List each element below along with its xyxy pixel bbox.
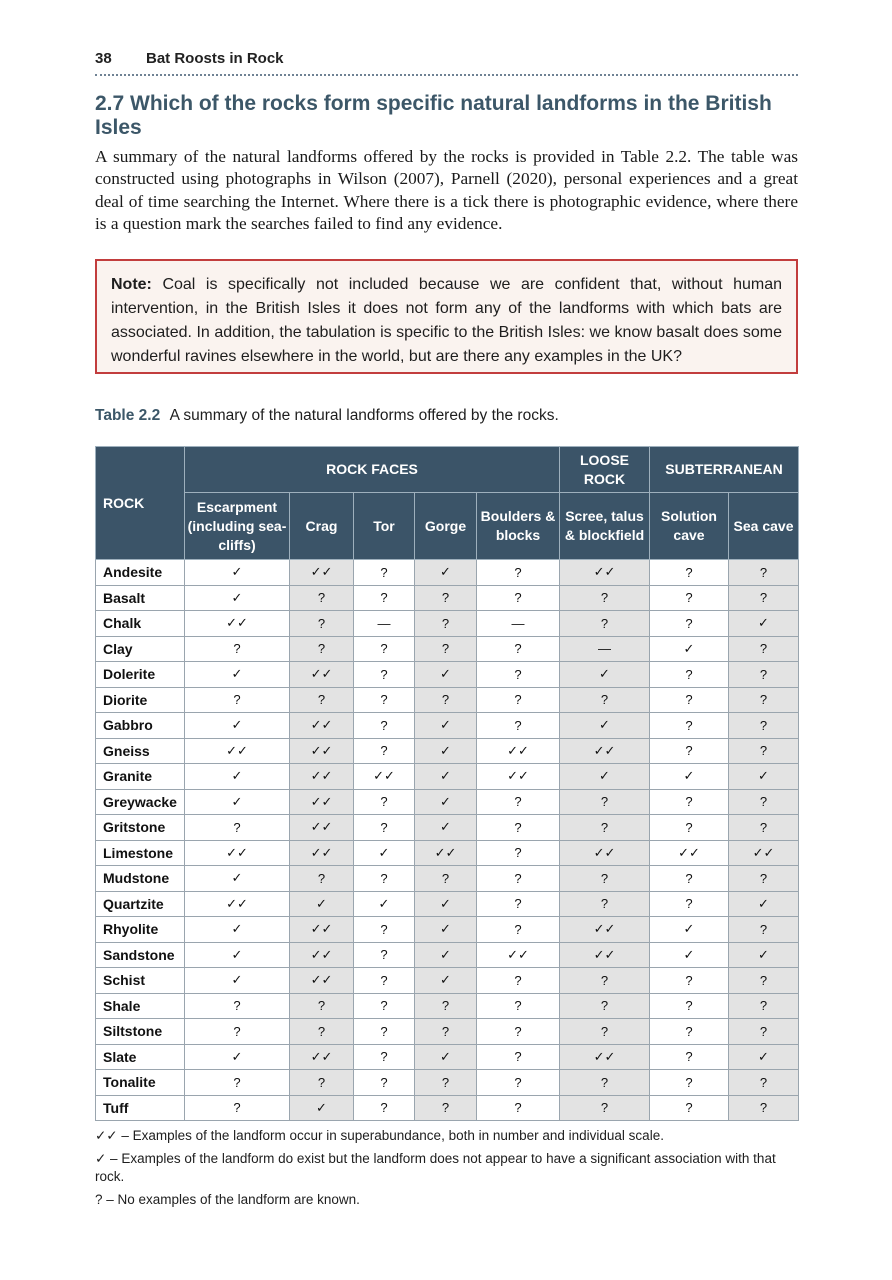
table-cell: ? — [729, 866, 799, 892]
table-cell: ✓✓ — [650, 840, 729, 866]
header-group-subterranean: SUBTERRANEAN — [650, 447, 799, 493]
table-cell: ? — [415, 1070, 477, 1096]
header-boulders: Boulders & blocks — [477, 493, 560, 560]
rock-name: Greywacke — [96, 789, 185, 815]
table-cell: ? — [650, 585, 729, 611]
table-cell: ? — [650, 713, 729, 739]
table-cell: ✓ — [729, 942, 799, 968]
table-cell: ? — [354, 815, 415, 841]
rock-name: Schist — [96, 968, 185, 994]
table-cell: ✓ — [415, 968, 477, 994]
table-row — [96, 1070, 799, 1096]
table-cell: ? — [650, 662, 729, 688]
table-cell: ✓ — [185, 968, 290, 994]
table-cell: ? — [477, 687, 560, 713]
table-cell: ✓ — [415, 1044, 477, 1070]
table-cell: ? — [354, 942, 415, 968]
table-cell: ✓✓ — [560, 1044, 650, 1070]
table-cell: ? — [354, 1070, 415, 1096]
table-row — [96, 917, 799, 943]
table-row — [96, 942, 799, 968]
table-cell: ? — [477, 560, 560, 586]
table-cell: ? — [729, 1070, 799, 1096]
header-crag: Crag — [290, 493, 354, 560]
table-cell: ? — [729, 687, 799, 713]
table-cell: ✓ — [185, 942, 290, 968]
table-cell: ? — [560, 1095, 650, 1121]
table-cell: ✓ — [415, 789, 477, 815]
table-cell: ? — [354, 560, 415, 586]
table-cell: ✓ — [185, 662, 290, 688]
table-cell: ✓ — [415, 917, 477, 943]
header-sea-cave: Sea cave — [729, 493, 799, 560]
legend-single-tick: ✓ – Examples of the landform do exist but the landform does not appear to have a significant association with that rock. — [95, 1151, 776, 1184]
table-cell: ? — [729, 585, 799, 611]
table-cell: ? — [290, 1070, 354, 1096]
table-cell: ? — [290, 611, 354, 637]
table-cell: ? — [354, 738, 415, 764]
legend-question-mark: ? – No examples of the landform are known. — [95, 1192, 360, 1207]
table-cell: — — [354, 611, 415, 637]
table-cell: ✓ — [560, 764, 650, 790]
table-cell: ? — [185, 1070, 290, 1096]
table-row — [96, 713, 799, 739]
table-cell: ? — [560, 968, 650, 994]
table-row — [96, 636, 799, 662]
table-cell: ✓ — [354, 840, 415, 866]
table-cell: ? — [560, 687, 650, 713]
table-cell: ✓ — [185, 789, 290, 815]
table-cell: ? — [415, 687, 477, 713]
table-cell: ? — [354, 585, 415, 611]
table-cell: ? — [650, 891, 729, 917]
table-cell: ✓✓ — [290, 764, 354, 790]
rock-name: Slate — [96, 1044, 185, 1070]
note-text: Coal is specifically not included because we are confident that, without human intervention, in the British Isles it does not form any of the landforms with which bats are associated. In addition, the tabulation is specific to the British Isles: we know basalt does some wonderful ravines elsewhere in the world, but are there any examples in the UK? — [111, 276, 782, 365]
table-cell: ✓ — [185, 1044, 290, 1070]
table-cell: ? — [185, 687, 290, 713]
table-cell: ? — [729, 1095, 799, 1121]
table-cell: ✓ — [185, 585, 290, 611]
table-row — [96, 968, 799, 994]
table-cell: ? — [354, 1019, 415, 1045]
table-cell: ? — [290, 1019, 354, 1045]
table-cell: ? — [560, 789, 650, 815]
table-cell: ? — [477, 1095, 560, 1121]
running-title: Bat Roosts in Rock — [146, 50, 284, 67]
header-escarpment: Escarpment (including sea-cliffs) — [185, 493, 290, 560]
table-cell: ? — [415, 636, 477, 662]
table-cell: ✓✓ — [290, 713, 354, 739]
table-cell: ? — [560, 1019, 650, 1045]
table-cell: ✓✓ — [290, 560, 354, 586]
table-cell: ✓ — [415, 942, 477, 968]
table-cell: ✓ — [185, 713, 290, 739]
table-cell: ✓ — [290, 891, 354, 917]
rock-name: Tonalite — [96, 1070, 185, 1096]
table-cell: ? — [729, 789, 799, 815]
table-cell: ? — [560, 815, 650, 841]
table-cell: ? — [650, 1095, 729, 1121]
table-cell: ✓✓ — [290, 738, 354, 764]
table-cell: ✓ — [415, 560, 477, 586]
table-cell: ? — [650, 866, 729, 892]
table-cell: ✓ — [185, 917, 290, 943]
table-cell: ? — [650, 1070, 729, 1096]
section-title: 2.7 Which of the rocks form specific natural landforms in the British Isles — [95, 92, 772, 139]
table-cell: ✓ — [415, 764, 477, 790]
rock-name: Sandstone — [96, 942, 185, 968]
table-cell: ? — [560, 891, 650, 917]
table-cell: ? — [290, 636, 354, 662]
table-cell: ✓✓ — [477, 738, 560, 764]
table-cell: ✓ — [729, 764, 799, 790]
table-row — [96, 866, 799, 892]
rock-name: Limestone — [96, 840, 185, 866]
rock-name: Granite — [96, 764, 185, 790]
rock-name: Basalt — [96, 585, 185, 611]
table-cell: ? — [650, 789, 729, 815]
table-cell: ? — [415, 611, 477, 637]
table-cell: ✓✓ — [477, 764, 560, 790]
table-row — [96, 1044, 799, 1070]
table-cell: ? — [477, 789, 560, 815]
table-cell: ? — [290, 687, 354, 713]
table-row — [96, 764, 799, 790]
table-cell: — — [560, 636, 650, 662]
table-row — [96, 840, 799, 866]
table-cell: ? — [354, 1044, 415, 1070]
table-cell: ? — [415, 585, 477, 611]
table-cell: ? — [477, 713, 560, 739]
table-cell: ✓ — [560, 713, 650, 739]
table-cell: — — [477, 611, 560, 637]
table-cell: ? — [560, 1070, 650, 1096]
table-cell: ? — [477, 993, 560, 1019]
table-cell: ? — [354, 1095, 415, 1121]
table-cell: ✓ — [354, 891, 415, 917]
intro-paragraph: A summary of the natural landforms offered by the rocks is provided in Table 2.2. The table was constructed using photographs in Wilson (2007), Parnell (2020), personal experiences and a great deal of time searching the Internet. Where there is a tick there is photographic evidence, where there is a question mark the searches failed to find any evidence. — [95, 147, 798, 233]
header-tor: Tor — [354, 493, 415, 560]
table-cell: ? — [650, 611, 729, 637]
table-row — [96, 611, 799, 637]
table-cell: ? — [477, 1019, 560, 1045]
table-cell: ✓✓ — [185, 611, 290, 637]
table-cell: ? — [729, 738, 799, 764]
table-cell: ✓✓ — [415, 840, 477, 866]
table-cell: ? — [650, 968, 729, 994]
table-cell: ? — [185, 815, 290, 841]
table-cell: ? — [415, 866, 477, 892]
table-cell: ? — [354, 713, 415, 739]
table-cell: ✓✓ — [185, 738, 290, 764]
table-cell: ✓✓ — [560, 560, 650, 586]
table-cell: ✓✓ — [290, 840, 354, 866]
table-cell: ✓✓ — [290, 662, 354, 688]
table-cell: ✓ — [185, 866, 290, 892]
rock-name: Shale — [96, 993, 185, 1019]
table-cell: ✓ — [415, 815, 477, 841]
rock-name: Gritstone — [96, 815, 185, 841]
table-cell: ? — [185, 1095, 290, 1121]
table-cell: ✓✓ — [560, 738, 650, 764]
table-caption-text: A summary of the natural landforms offered by the rocks. — [169, 407, 559, 424]
table-cell: ? — [729, 993, 799, 1019]
table-cell: ? — [650, 815, 729, 841]
table-cell: ✓✓ — [290, 968, 354, 994]
table-cell: ✓✓ — [290, 942, 354, 968]
table-cell: ? — [477, 815, 560, 841]
table-cell: ✓✓ — [185, 891, 290, 917]
rock-name: Andesite — [96, 560, 185, 586]
table-row — [96, 993, 799, 1019]
table-cell: ? — [729, 815, 799, 841]
table-cell: ? — [354, 662, 415, 688]
table-cell: ✓ — [650, 636, 729, 662]
table-cell: ✓✓ — [560, 917, 650, 943]
table-cell: ? — [354, 866, 415, 892]
table-cell: ? — [290, 993, 354, 1019]
rock-name: Gneiss — [96, 738, 185, 764]
table-row — [96, 1019, 799, 1045]
rock-name: Siltstone — [96, 1019, 185, 1045]
table-cell: ? — [560, 993, 650, 1019]
table-body — [96, 560, 799, 1121]
landforms-table — [95, 446, 799, 1121]
table-cell: ? — [729, 560, 799, 586]
table-cell: ? — [650, 687, 729, 713]
rock-name: Quartzite — [96, 891, 185, 917]
table-cell: ? — [729, 1019, 799, 1045]
table-cell: ✓ — [560, 662, 650, 688]
table-cell: ✓ — [650, 764, 729, 790]
rock-name: Clay — [96, 636, 185, 662]
header-group-rock-faces: ROCK FACES — [185, 447, 560, 493]
table-cell: ? — [729, 662, 799, 688]
rock-name: Mudstone — [96, 866, 185, 892]
table-cell: ✓ — [729, 891, 799, 917]
table-cell: ✓ — [729, 611, 799, 637]
table-cell: ✓✓ — [560, 840, 650, 866]
header-rock: ROCK — [96, 447, 185, 560]
rock-name: Tuff — [96, 1095, 185, 1121]
table-cell: ✓ — [415, 713, 477, 739]
table-cell: ? — [290, 585, 354, 611]
table-cell: ? — [729, 968, 799, 994]
table-cell: ? — [354, 687, 415, 713]
table-row — [96, 560, 799, 586]
table-cell: ✓ — [415, 738, 477, 764]
table-cell: ? — [354, 917, 415, 943]
table-cell: ✓ — [415, 662, 477, 688]
table-cell: ? — [354, 968, 415, 994]
table-row — [96, 815, 799, 841]
note-box — [95, 259, 798, 374]
table-row — [96, 662, 799, 688]
table-cell: ✓ — [415, 891, 477, 917]
table-cell: ? — [185, 636, 290, 662]
table-cell: ? — [185, 993, 290, 1019]
table-row — [96, 585, 799, 611]
header-group-loose-rock: LOOSE ROCK — [560, 447, 650, 493]
table-cell: ? — [650, 738, 729, 764]
rock-name: Gabbro — [96, 713, 185, 739]
table-cell: ? — [477, 1044, 560, 1070]
table-cell: ? — [415, 993, 477, 1019]
table-cell: ? — [560, 585, 650, 611]
table-cell: ? — [477, 891, 560, 917]
table-cell: ? — [354, 789, 415, 815]
table-cell: ? — [477, 968, 560, 994]
table-cell: ? — [650, 560, 729, 586]
table-cell: ? — [354, 636, 415, 662]
table-cell: ✓ — [290, 1095, 354, 1121]
table-cell: ✓✓ — [354, 764, 415, 790]
table-cell: ✓ — [650, 942, 729, 968]
table-caption-label: Table 2.2 — [95, 407, 161, 424]
table-cell: ✓ — [185, 560, 290, 586]
table-cell: ? — [729, 636, 799, 662]
table-cell: ? — [477, 585, 560, 611]
table-cell: ✓✓ — [185, 840, 290, 866]
header-gorge: Gorge — [415, 493, 477, 560]
legend-double-tick: ✓✓ – Examples of the landform occur in superabundance, both in number and individual scale. — [95, 1128, 664, 1143]
table-cell: ? — [477, 866, 560, 892]
table-cell: ✓✓ — [477, 942, 560, 968]
table-cell: ? — [415, 1019, 477, 1045]
table-row — [96, 891, 799, 917]
note-label: Note: — [111, 276, 152, 293]
table-cell: ? — [477, 840, 560, 866]
table-cell: ? — [560, 611, 650, 637]
table-cell: ✓✓ — [290, 815, 354, 841]
table-cell: ? — [729, 713, 799, 739]
page-number: 38 — [95, 50, 112, 67]
table-cell: ? — [650, 993, 729, 1019]
table-cell: ✓✓ — [290, 789, 354, 815]
table-cell: ? — [477, 917, 560, 943]
table-cell: ✓✓ — [290, 1044, 354, 1070]
header-solution-cave: Solution cave — [650, 493, 729, 560]
table-cell: ? — [729, 917, 799, 943]
page-header — [95, 48, 798, 76]
table-row — [96, 687, 799, 713]
rock-name: Rhyolite — [96, 917, 185, 943]
table-cell: ? — [477, 636, 560, 662]
table-cell: ? — [477, 662, 560, 688]
table-legend — [95, 1127, 795, 1214]
table-row — [96, 1095, 799, 1121]
table-cell: ? — [415, 1095, 477, 1121]
table-cell: ? — [650, 1044, 729, 1070]
table-cell: ✓ — [729, 1044, 799, 1070]
table-caption — [95, 407, 559, 425]
table-cell: ✓✓ — [560, 942, 650, 968]
table-cell: ? — [477, 1070, 560, 1096]
rock-name: Diorite — [96, 687, 185, 713]
rock-name: Dolerite — [96, 662, 185, 688]
table-cell: ? — [560, 866, 650, 892]
table-cell: ✓✓ — [290, 917, 354, 943]
table-cell: ✓ — [185, 764, 290, 790]
table-cell: ? — [290, 866, 354, 892]
table-row — [96, 789, 799, 815]
table-cell: ✓✓ — [729, 840, 799, 866]
table-cell: ? — [650, 1019, 729, 1045]
table-cell: ? — [354, 993, 415, 1019]
table-cell: ? — [185, 1019, 290, 1045]
table-cell: ✓ — [650, 917, 729, 943]
table-row — [96, 738, 799, 764]
header-scree: Scree, talus & blockfield — [560, 493, 650, 560]
rock-name: Chalk — [96, 611, 185, 637]
